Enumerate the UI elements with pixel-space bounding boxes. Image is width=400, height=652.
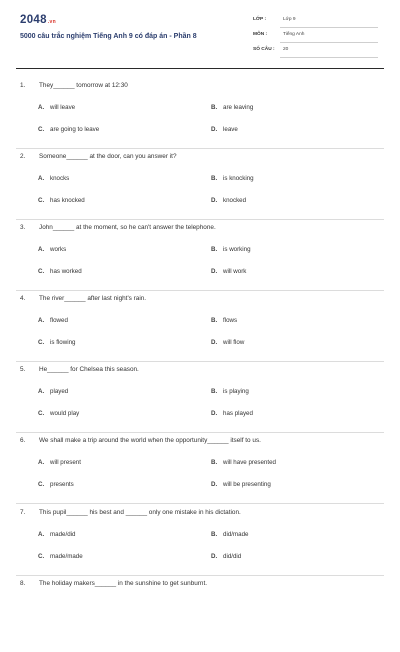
option-letter: D.: [211, 339, 218, 346]
question-stem: [20, 82, 128, 89]
answer-option[interactable]: [211, 317, 237, 324]
answer-option[interactable]: [211, 268, 246, 275]
question-divider: [16, 432, 384, 433]
option-text: are going to leave: [50, 126, 100, 133]
option-letter: B.: [211, 175, 218, 182]
question-number: 2.: [20, 153, 26, 160]
option-text: made/made: [50, 553, 83, 560]
option-letter: C.: [38, 481, 45, 488]
answer-option[interactable]: [38, 126, 99, 133]
option-letter: D.: [211, 481, 218, 488]
option-text: is flowing: [50, 339, 76, 346]
option-letter: C.: [38, 553, 45, 560]
option-text: played: [50, 388, 69, 395]
option-text: has worked: [50, 268, 82, 275]
answer-option[interactable]: [38, 104, 75, 111]
meta-count-key: SỐ CÂU :: [253, 47, 275, 52]
logo-text: 2048: [20, 14, 47, 26]
question-item: [0, 580, 400, 652]
option-text: leave: [223, 126, 238, 133]
question-text: The holiday makers______ in the sunshine to get sunburnt.: [39, 580, 208, 587]
question-number: 1.: [20, 82, 26, 89]
question-divider: [16, 290, 384, 291]
question-item: [0, 295, 400, 367]
question-stem: [20, 509, 241, 516]
question-text: We shall make a trip around the world when the opportunity______ itself to us.: [39, 437, 261, 444]
question-number: 5.: [20, 366, 26, 373]
option-letter: A.: [38, 175, 45, 182]
answer-option[interactable]: [38, 268, 82, 275]
answer-option[interactable]: [38, 175, 69, 182]
answer-option[interactable]: [38, 339, 75, 346]
option-letter: C.: [38, 268, 45, 275]
answer-option[interactable]: [211, 126, 238, 133]
question-number: 4.: [20, 295, 26, 302]
question-divider: [16, 361, 384, 362]
option-text: will have presented: [223, 459, 276, 466]
question-stem: [20, 295, 146, 302]
meta-class-value: Lớp 9: [283, 17, 296, 22]
answer-option[interactable]: [38, 481, 74, 488]
question-stem: [20, 153, 177, 160]
answer-option[interactable]: [38, 553, 83, 560]
question-number: 3.: [20, 224, 26, 231]
question-stem: [20, 437, 261, 444]
option-text: made/did: [50, 531, 76, 538]
option-letter: A.: [38, 317, 45, 324]
answer-option[interactable]: [211, 410, 253, 417]
option-text: is working: [223, 246, 251, 253]
option-text: presents: [50, 481, 74, 488]
question-text: Someone______ at the door, can you answer it?: [39, 153, 177, 160]
question-text: The river______ after last night's rain.: [39, 295, 147, 302]
option-text: will be presenting: [223, 481, 271, 488]
option-text: will flow: [223, 339, 245, 346]
question-text: They______ tomorrow at 12:30: [39, 82, 128, 89]
option-letter: B.: [211, 388, 218, 395]
option-letter: D.: [211, 268, 218, 275]
answer-option[interactable]: [211, 197, 246, 204]
option-letter: B.: [211, 104, 218, 111]
option-text: will leave: [50, 104, 76, 111]
meta-class: [253, 14, 378, 28]
question-item: [0, 224, 400, 296]
answer-option[interactable]: [211, 481, 271, 488]
answer-option[interactable]: [38, 246, 66, 253]
site-logo[interactable]: [20, 14, 56, 26]
meta-count: [253, 44, 378, 58]
option-letter: A.: [38, 104, 45, 111]
page-header: [0, 0, 400, 66]
answer-option[interactable]: [38, 459, 81, 466]
answer-option[interactable]: [211, 553, 241, 560]
answer-option[interactable]: [211, 175, 254, 182]
meta-subject: [253, 29, 378, 43]
question-divider: [16, 575, 384, 576]
option-letter: C.: [38, 126, 45, 133]
option-letter: A.: [38, 531, 45, 538]
option-letter: D.: [211, 410, 218, 417]
meta-subject-value: Tiếng Anh: [283, 32, 305, 37]
question-text: This pupil______ his best and ______ only one mistake in his dictation.: [39, 509, 241, 516]
option-letter: C.: [38, 197, 45, 204]
answer-option[interactable]: [211, 388, 249, 395]
answer-option[interactable]: [38, 197, 85, 204]
option-text: would play: [50, 410, 80, 417]
answer-option[interactable]: [38, 531, 75, 538]
option-letter: A.: [38, 388, 45, 395]
option-text: knocked: [223, 197, 247, 204]
option-text: is knocking: [223, 175, 254, 182]
question-number: 7.: [20, 509, 26, 516]
answer-option[interactable]: [211, 246, 251, 253]
answer-option[interactable]: [38, 317, 68, 324]
meta-class-key: LỚP :: [253, 17, 267, 22]
option-text: will present: [50, 459, 81, 466]
option-text: works: [50, 246, 67, 253]
option-text: are leaving: [223, 104, 254, 111]
meta-count-value: 20: [283, 47, 289, 52]
question-item: [0, 82, 400, 154]
option-letter: B.: [211, 531, 218, 538]
option-letter: B.: [211, 459, 218, 466]
option-letter: D.: [211, 553, 218, 560]
meta-subject-key: MÔN :: [253, 32, 268, 37]
option-text: did/did: [223, 553, 242, 560]
answer-option[interactable]: [211, 104, 253, 111]
option-text: flows: [223, 317, 238, 324]
question-item: [0, 437, 400, 509]
question-text: John______ at the moment, so he can't answer the telephone.: [39, 224, 216, 231]
option-text: flowed: [50, 317, 68, 324]
option-letter: A.: [38, 459, 45, 466]
question-stem: [20, 224, 216, 231]
option-text: knocks: [50, 175, 70, 182]
option-letter: B.: [211, 317, 218, 324]
question-number: 8.: [20, 580, 26, 587]
header-divider: [16, 68, 384, 69]
answer-option[interactable]: [211, 531, 248, 538]
option-letter: D.: [211, 126, 218, 133]
option-text: has knocked: [50, 197, 85, 204]
document-title: 5000 câu trắc nghiệm Tiếng Anh 9 có đáp án - Phần 8: [20, 33, 197, 40]
option-text: is playing: [223, 388, 249, 395]
question-item: [0, 153, 400, 225]
option-letter: D.: [211, 197, 218, 204]
question-divider: [16, 148, 384, 149]
question-number: 6.: [20, 437, 26, 444]
question-stem: [20, 580, 207, 587]
answer-option[interactable]: [38, 388, 68, 395]
option-text: will work: [223, 268, 247, 275]
option-letter: A.: [38, 246, 45, 253]
question-divider: [16, 219, 384, 220]
option-letter: C.: [38, 339, 45, 346]
option-letter: C.: [38, 410, 45, 417]
question-item: [0, 509, 400, 581]
option-letter: B.: [211, 246, 218, 253]
option-text: did/made: [223, 531, 249, 538]
logo-suffix: .vn: [47, 19, 56, 25]
question-divider: [16, 503, 384, 504]
question-stem: [20, 366, 139, 373]
question-text: He______ for Chelsea this season.: [39, 366, 139, 373]
option-text: has played: [223, 410, 253, 417]
question-item: [0, 366, 400, 438]
answer-option[interactable]: [211, 339, 244, 346]
answer-option[interactable]: [211, 459, 276, 466]
answer-option[interactable]: [38, 410, 79, 417]
